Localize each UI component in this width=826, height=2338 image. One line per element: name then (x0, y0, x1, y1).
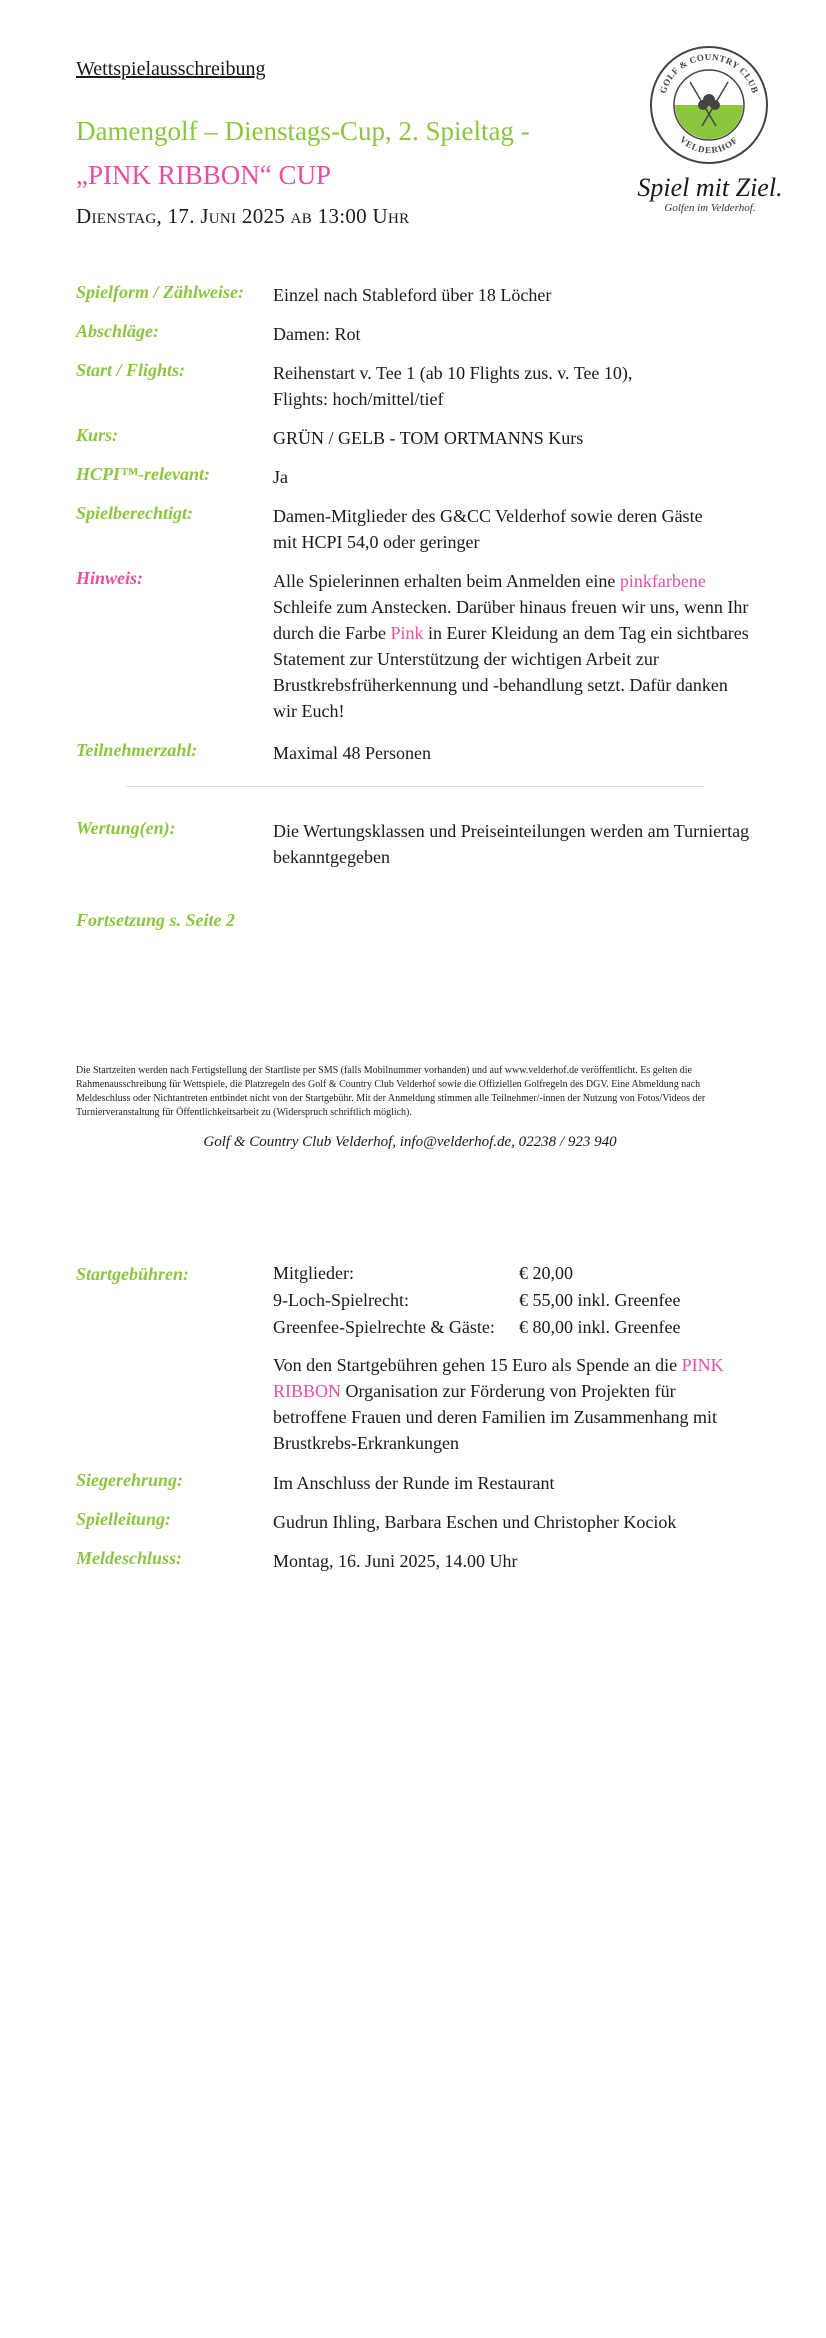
label-start-flights: Start / Flights: (76, 360, 186, 380)
contact-line: Golf & Country Club Velderhof, info@velderhof.de, 02238 / 923 940 (203, 1134, 617, 1150)
document-type-heading: Wettspielausschreibung (76, 58, 266, 80)
label-hinweis: Hinweis: (76, 568, 144, 588)
tournament-title: Damengolf – Dienstags-Cup, 2. Spieltag - (76, 116, 530, 146)
hinweis-text-b: Schleife zum Anstecken. Darüber hinaus freuen wir uns, wenn Ihr durch die Farbe (273, 597, 749, 643)
donation-text (273, 1352, 753, 1456)
donation-text-a: Von den Startgebühren gehen 15 Euro als Spende an die (273, 1355, 682, 1375)
value-spielberechtigt (273, 503, 763, 555)
fee-name: 9-Loch-Spielrecht: (273, 1290, 409, 1310)
tournament-subtitle: „PINK RIBBON“ CUP (76, 160, 332, 190)
fee-name: Mitglieder: (273, 1263, 354, 1283)
label-siegerehrung: Siegerehrung: (76, 1470, 184, 1490)
logo-top-text: GOLF & COUNTRY CLUB (657, 51, 761, 95)
value-spielberechtigt-line1: Damen-Mitglieder des G&CC Velderhof sowie deren Gäste (273, 506, 703, 526)
section-divider (126, 786, 704, 787)
value-spielform: Einzel nach Stableford über 18 Löcher (273, 285, 552, 305)
label-startgebuehren: Startgebühren: (76, 1264, 190, 1284)
value-meldeschluss: Montag, 16. Juni 2025, 14.00 Uhr (273, 1551, 518, 1571)
fee-price: € 55,00 inkl. Greenfee (519, 1290, 681, 1310)
club-logo-emblem (646, 42, 772, 168)
club-claim (620, 174, 800, 214)
value-wertung: Die Wertungsklassen und Preiseinteilungen werden am Turniertag bekanntgegeben (273, 821, 750, 867)
label-kurs: Kurs: (76, 425, 119, 445)
sub-claim-text: Golfen im Velderhof. (664, 202, 756, 214)
value-teilnehmerzahl: Maximal 48 Personen (273, 743, 431, 763)
label-wertung: Wertung(en): (76, 818, 176, 838)
hinweis-pink-word-2: Pink (390, 623, 424, 643)
value-abschlaege: Damen: Rot (273, 324, 361, 344)
fee-row-mitglieder (273, 1260, 680, 1287)
claim-text: Spiel mit Ziel. (637, 173, 783, 202)
value-hcpi: Ja (273, 467, 288, 487)
donation-pink-ribbon: PINK RIBBON (273, 1355, 724, 1401)
tournament-date: Dienstag, 17. Juni 2025 ab 13:00 Uhr (76, 204, 410, 228)
value-start-line1: Reihenstart v. Tee 1 (ab 10 Flights zus. v. Tee 10), (273, 363, 633, 383)
fee-row-gaeste (273, 1314, 680, 1341)
fee-name: Greenfee-Spielrechte & Gäste: (273, 1317, 495, 1337)
value-start-line2: Flights: hoch/mittel/tief (273, 389, 444, 409)
label-spielleitung: Spielleitung: (76, 1509, 172, 1529)
value-hinweis (273, 568, 751, 724)
label-teilnehmerzahl: Teilnehmerzahl: (76, 740, 198, 760)
label-spielberechtigt: Spielberechtigt: (76, 503, 193, 523)
label-meldeschluss: Meldeschluss: (76, 1548, 183, 1568)
label-hcpi: HCPI™-relevant: (76, 464, 210, 484)
fee-table (273, 1260, 680, 1341)
value-spielberechtigt-line2: mit HCPI 54,0 oder geringer (273, 532, 480, 552)
label-spielform: Spielform / Zählweise: (76, 282, 244, 302)
hinweis-text-c: in Eurer Kleidung an dem Tag ein sichtbares Statement zur Unterstützung der wichtigen Arbeit zur Brustkrebsfrüherkennung und -behandlung setzt. Dafür danken wir Euch! (273, 623, 749, 721)
value-kurs: GRÜN / GELB - TOM ORTMANNS Kurs (273, 428, 584, 448)
donation-text-b: Organisation zur Förderung von Projekten für betroffene Frauen und deren Familien im Zusammenhang mit Brustkrebs-Erkrankungen (273, 1381, 718, 1453)
logo-bottom-text: VELDERHOF (677, 134, 741, 156)
fee-row-9loch (273, 1287, 680, 1314)
hinweis-text-a: Alle Spielerinnen erhalten beim Anmelden eine (273, 571, 620, 591)
continuation-note: Fortsetzung s. Seite 2 (76, 910, 236, 930)
fee-price: € 80,00 inkl. Greenfee (519, 1317, 681, 1337)
fee-price: € 20,00 (519, 1263, 573, 1283)
value-start-flights (273, 360, 763, 412)
label-abschlaege: Abschläge: (76, 321, 159, 341)
club-logo (646, 42, 772, 168)
value-siegerehrung: Im Anschluss der Runde im Restaurant (273, 1473, 555, 1493)
fine-print: Die Startzeiten werden nach Fertigstellung der Startliste per SMS (falls Mobilnummer vorhanden) und auf www.velderhof.de veröffentlicht. Es gelten die Rahmenausschreibung für Wettspiele, die Platzregeln des Golf & Country Club Velderhof sowie die Offiziellen Golfregeln des DGV. Eine Abmeldung nach Meldeschluss oder Nichtantreten entbindet nicht von der Startgebühr. Mit der Anmeldung stimmen alle Teilnehmer/-innen der Nutzung von Fotos/Videos der Turnierveranstaltung für Öffentlichkeitsarbeit zu (Widerspruch schriftlich möglich). (76, 1065, 706, 1118)
hinweis-pink-word-1: pinkfarbene (619, 571, 706, 591)
value-spielleitung: Gudrun Ihling, Barbara Eschen und Christopher Kociok (273, 1512, 677, 1532)
